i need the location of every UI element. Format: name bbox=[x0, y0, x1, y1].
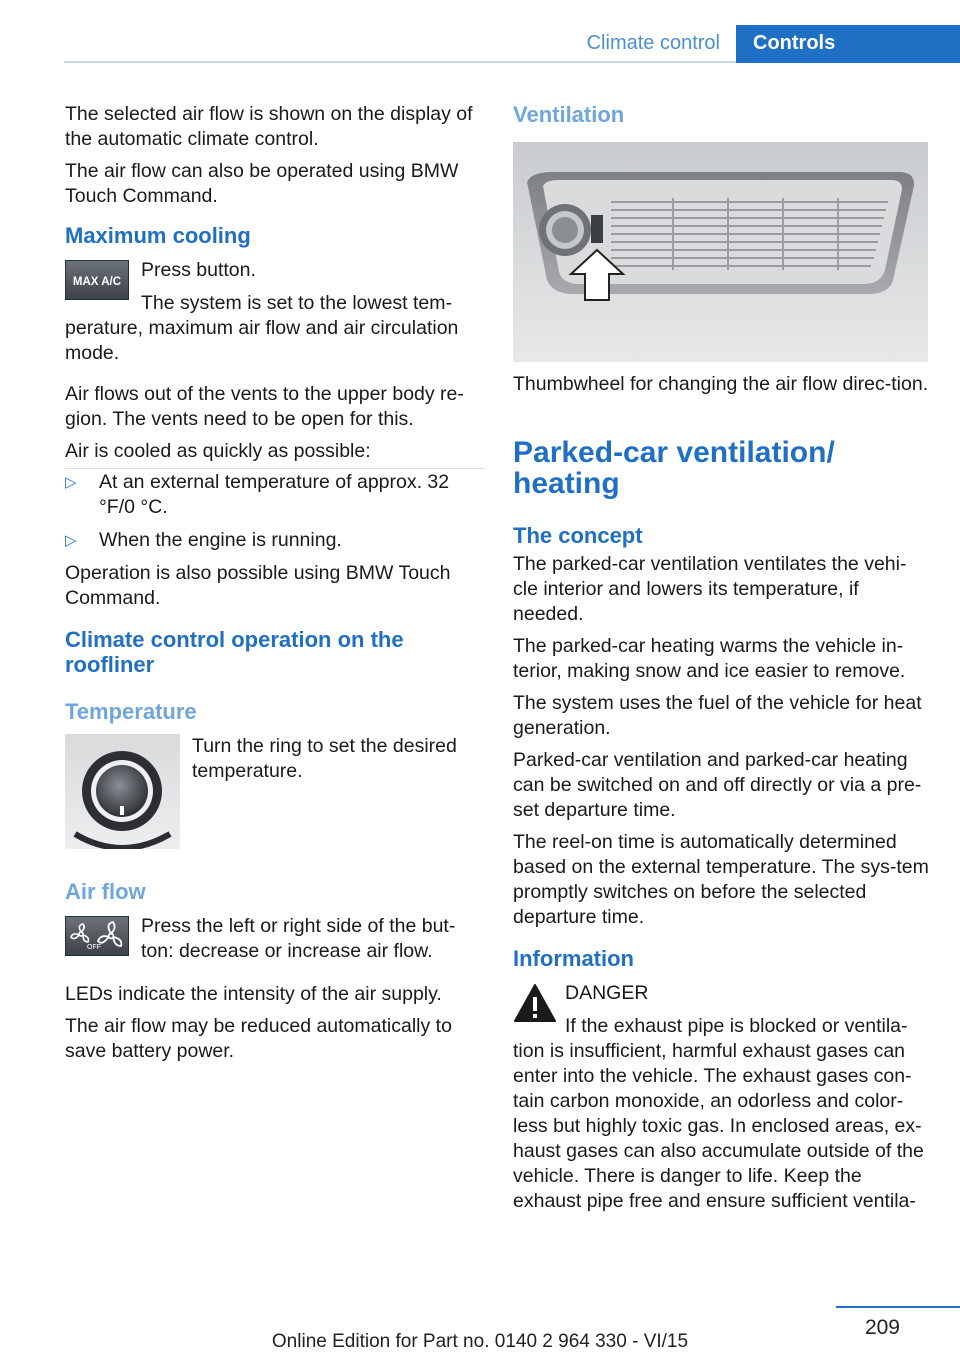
header-rule-accent bbox=[736, 61, 960, 63]
subsection-title-ventilation: Ventilation bbox=[513, 102, 625, 127]
section-title-parked-car: Parked-car ventilation/ heating bbox=[513, 436, 835, 500]
paragraph: The parked-car ventilation ventilates the vehi‐cle interior and lowers its temperature, if needed. bbox=[513, 553, 907, 625]
page-number: 209 bbox=[864, 1316, 900, 1339]
paragraph: The reel-on time is automatically determined based on the external temperature. The sys‐tem promptly switches on before the selected departure time. bbox=[513, 831, 929, 928]
paragraph: The air flow can also be operated using BMW Touch Command. bbox=[65, 160, 459, 207]
paragraph: Turn the ring to set the desired temperature. bbox=[192, 735, 457, 782]
list-item-text: At an external temperature of approx. 32 °F/0 °C. bbox=[99, 471, 450, 518]
page-header bbox=[0, 25, 960, 63]
paragraph: Press the left or right side of the but‐ton: decrease or increase air flow. bbox=[141, 915, 456, 962]
air-flow-button-icon bbox=[65, 916, 129, 956]
paragraph: Air is cooled as quickly as possible: bbox=[65, 440, 371, 462]
bullet-list bbox=[65, 470, 485, 553]
triangle-bullet-icon: ▷ bbox=[65, 474, 77, 491]
header-section-title[interactable]: Climate control bbox=[586, 32, 720, 54]
section-title-roofliner: Climate control operation on the roofliner bbox=[65, 627, 404, 677]
list-item bbox=[65, 470, 485, 520]
subsection-title-concept: The concept bbox=[513, 523, 643, 548]
header-chapter-tab[interactable]: Controls bbox=[736, 25, 960, 61]
footer-edition: Online Edition for Part no. 0140 2 964 330 - VI/15 bbox=[271, 1331, 689, 1352]
section-title-maximum-cooling: Maximum cooling bbox=[65, 223, 251, 248]
max-ac-label: MAX A/C bbox=[72, 276, 122, 288]
right-column bbox=[513, 102, 929, 1221]
paragraph: The parked-car heating warms the vehicle in‐terior, making snow and ice easier to remove. bbox=[513, 635, 906, 682]
ventilation-image bbox=[513, 142, 928, 362]
warning-triangle-icon bbox=[513, 983, 557, 1023]
list-item bbox=[65, 528, 485, 553]
temperature-ring-icon bbox=[65, 734, 180, 849]
paragraph: Operation is also possible using BMW Touch Command. bbox=[65, 562, 451, 609]
list-item-text: When the engine is running. bbox=[99, 529, 342, 551]
left-column bbox=[65, 102, 485, 1071]
paragraph: The system uses the fuel of the vehicle for heat generation. bbox=[513, 692, 922, 739]
paragraph: The selected air flow is shown on the display of the automatic climate control. bbox=[65, 103, 473, 150]
danger-text: If the exhaust pipe is blocked or ventila‐tion is insufficient, harmful exhaust gases can enter into the vehicle. The exhaust gases con‐tain carbon monoxide, an odorless and color‐less but highly toxic gas. In enclosed areas, ex‐haust gases can also accumulate outside of the vehicle. There is danger to life. Keep the exhaust pipe free and ensure sufficient ventila‐ bbox=[513, 1015, 924, 1212]
triangle-bullet-icon: ▷ bbox=[65, 532, 77, 549]
off-label: OFF bbox=[87, 944, 101, 951]
paragraph: The air flow may be reduced automatically to save battery power. bbox=[65, 1015, 452, 1062]
subsection-title-air-flow: Air flow bbox=[65, 879, 146, 904]
subsection-title-information: Information bbox=[513, 946, 634, 971]
max-ac-button-icon bbox=[65, 260, 129, 300]
paragraph: Press button. bbox=[141, 259, 256, 281]
subsection-title-temperature: Temperature bbox=[65, 699, 197, 724]
image-caption: Thumbwheel for changing the air flow direc‐tion. bbox=[513, 373, 929, 395]
danger-label: DANGER bbox=[565, 982, 649, 1004]
paragraph: Air flows out of the vents to the upper body re‐gion. The vents need to be open for this. bbox=[65, 383, 464, 430]
paragraph: Parked-car ventilation and parked-car heating can be switched on and off directly or via a pre‐set departure time. bbox=[513, 749, 922, 821]
paragraph: The system is set to the lowest tem‐perature, maximum air flow and air circulation mode. bbox=[65, 292, 459, 364]
footer-rule bbox=[836, 1306, 960, 1308]
list-divider bbox=[65, 468, 485, 469]
paragraph: LEDs indicate the intensity of the air supply. bbox=[65, 983, 442, 1005]
